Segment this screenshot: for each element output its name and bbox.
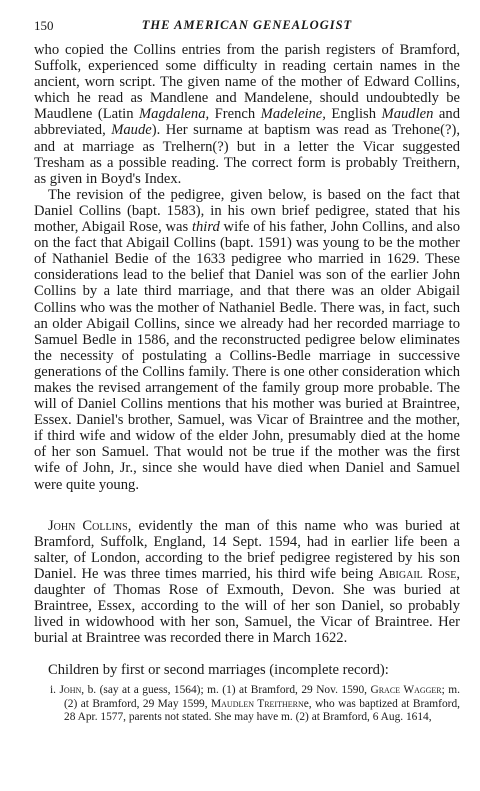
small-caps-name: John Collins (48, 517, 128, 534)
small-caps-name: John (59, 684, 82, 697)
text-run: wife of his father, John Collins, and also on the fact that Abigail Collins (bapt. 1591) was young to be the mother of Nathaniel Bedie of the 1633 pedigree who married in 1629. These considerations lead to the belief that Daniel was son of the earlier John Collins by a late third marriage, and that there was an older Abigail Collins who was the mother of Nathaniel Bedle. There was, in fact, such an older Abigail Collins, since we already had her recorded marriage to Samuel Bedle in 1586, and the reconstructed pedigree below eliminates the necessity of postulating a Collins-Bedle marriage in successive generations of the Collins family. There is one other consideration which makes the revised arrangement of the family group more probable. The will of Daniel Collins mentions that his mother was buried at Braintree, Essex. Daniel's brother, Samuel, was Vicar of Braintree and the mother, if third wife and widow of the elder John, presumably died at the home of her son Samuel. That would not be true if the mother was the first wife of John, Jr., since she would have died when Daniel and Samuel were quite young. (34, 219, 460, 493)
running-title: THE AMERICAN GENEALOGIST (141, 18, 353, 32)
text-run: who copied the Collins entries from the parish registers of Bramford, Suffolk, experienced some difficulty in reading certain names in the ancient, worn script. The given name of the mother of Edward Collins, which he read as Mandlene and Mandelene, should undoubtedly be Maudlene (Latin (34, 42, 460, 123)
paragraph-pedigree-revision (34, 187, 460, 493)
child-entry (34, 684, 460, 724)
page-number: 150 (34, 18, 54, 33)
small-caps-name: Grace Wagger (370, 684, 442, 697)
paragraph-scribe-reading (34, 42, 460, 187)
small-caps-name: Maudlen Treithern (211, 697, 304, 710)
italic-run: Maude (111, 122, 152, 139)
text-run: , evidently the man of this name who was buried at Bramford, Suffolk, England, 14 Sept. 1594, had in earlier life been a salter, of London, according to the brief pedigree registered by his son Daniel. He was three times married, his third wife being (34, 517, 460, 582)
running-header (34, 18, 460, 36)
text-run: , b. (say at a guess, 1564); m. (1) at Bramford, 29 Nov. 1590, (81, 684, 371, 697)
paragraph-john-collins (34, 518, 460, 647)
text-run: and abbreviated, (34, 106, 460, 139)
text-run: French (209, 106, 261, 123)
italic-run: Madeleine, (260, 106, 326, 123)
text-run: e, who was baptized at Bramford, 28 Apr. 1577, parents not stated. She may have m. (2) at Bramford, 6 Aug. 1614, (64, 697, 460, 723)
child-number: i. (50, 684, 57, 697)
text-run: ). Her surname at baptism was read as Trehone(?), and at marriage as Trelhern(?) but in a letter the Vicar suggested Tresham as a possible reading. The correct form is probably Treithern, as given in Boyd's Index. (34, 122, 460, 187)
italic-run: Magdalena, (139, 106, 210, 123)
text-run: English (325, 106, 382, 123)
children-heading: Children by first or second marriages (incomplete record): (48, 662, 389, 679)
text-run: ; m. (2) at Bramford, 29 May 1599, (64, 684, 460, 710)
text-run: The revision of the pedigree, given below, is based on the fact that Daniel Collins (bapt. 1583), in his own brief pedigree, stated that his mother, Abigail Rose, was (34, 186, 460, 236)
text-run: , daughter of Thomas Rose of Exmouth, Devon. She was buried at Braintree, Essex, according to the will of her son Daniel, so probably lived in widowhood with her son, Samuel, the Vicar of Braintree. Her burial at Braintree was recorded there in March 1622. (34, 565, 460, 647)
italic-run: third (191, 219, 220, 236)
small-caps-name: Abigail Rose (378, 565, 457, 582)
book-page (34, 18, 460, 735)
italic-run: Maudlen (381, 106, 434, 123)
